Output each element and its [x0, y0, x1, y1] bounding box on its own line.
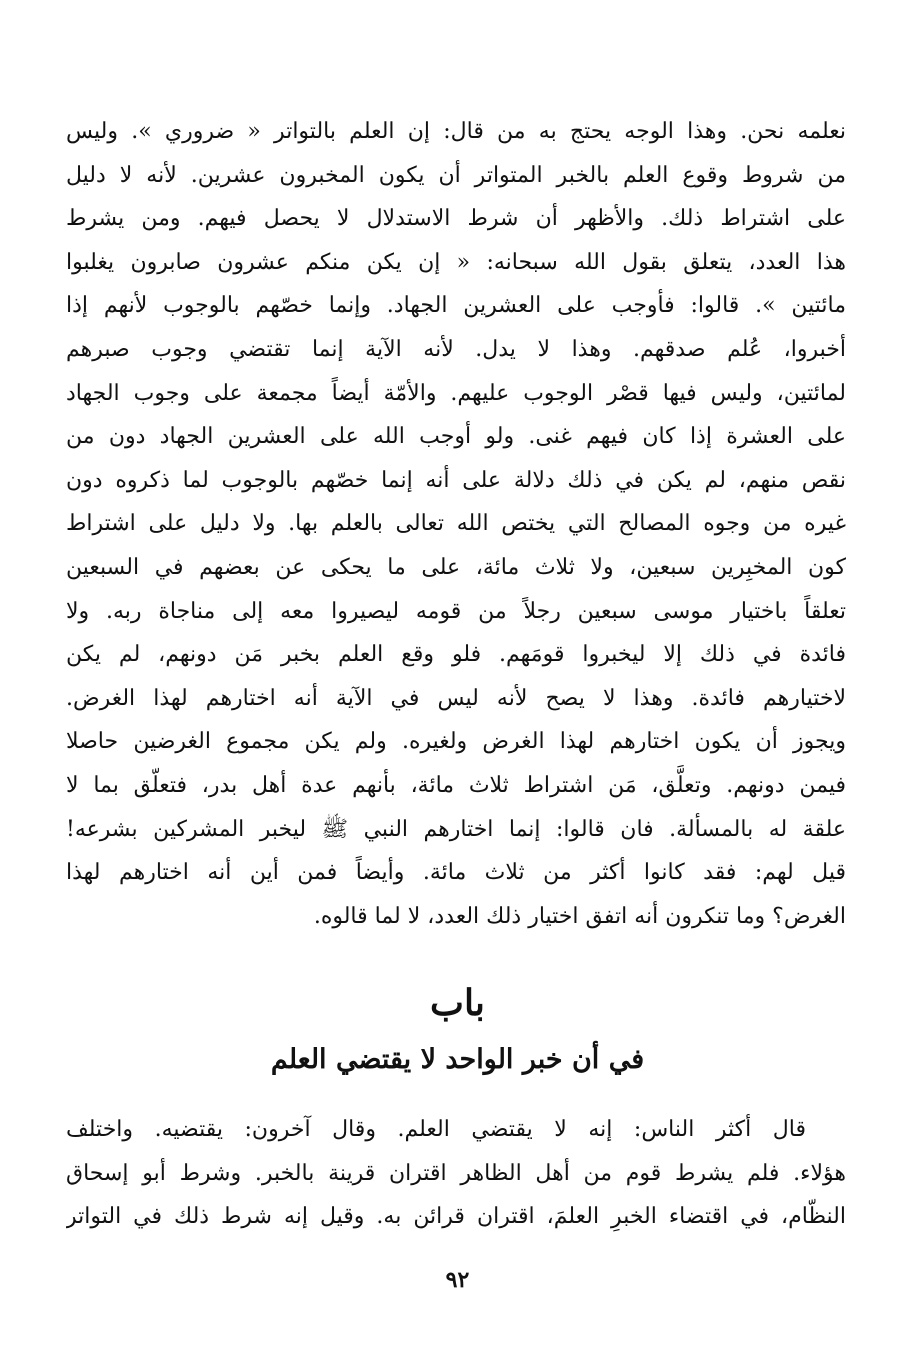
text-line: قال أكثر الناس: إنه لا يقتضي العلم. وقال آخرون: يقتضيه. واختلف: [66, 1117, 806, 1142]
text-line: فائدة في ذلك إلا ليخبروا قومَهم. فلو وقع العلم بخبر مَن دونهم، لم يكن: [66, 642, 846, 668]
text-line: ويجوز أن يكون اختارهم لهذا الغرض ولغيره. ولم يكن مجموع الغرضين حاصلا: [66, 729, 846, 755]
chapter-heading: باب: [430, 982, 485, 1024]
text-line: هؤلاء. فلم يشرط قوم من أهل الظاهر اقتران قرينة بالخبر. وشرط أبو إسحاق: [66, 1160, 846, 1186]
chapter-text: [66, 1108, 846, 1239]
text-line: تعلقاً باختيار موسى سبعين رجلاً من قومه ليصيروا معه إلى مناجاة ربه. ولا: [66, 598, 846, 624]
page-number: ٩٢: [445, 1267, 470, 1293]
text-line: من شروط وقوع العلم بالخبر المتواتر أن يكون المخبرون عشرين. لأنه لا دليل: [66, 162, 846, 188]
chapter-subheading: في أن خبر الواحد لا يقتضي العلم: [270, 1044, 645, 1075]
text-line: نقص منهم، لم يكن في ذلك دلالة على أنه إنما خصّهم بالوجوب لما ذكروه دون: [66, 467, 846, 493]
text-line: لاختيارهم فائدة. وهذا لا يصح لأنه ليس في الآية أنه اختارهم لهذا الغرض.: [66, 685, 846, 711]
text-line: لمائتين، وليس فيها قصْر الوجوب عليهم. والأمّة أيضاً مجمعة على وجوب الجهاد: [66, 380, 846, 406]
text-line: قيل لهم: فقد كانوا أكثر من ثلاث مائة. وأيضاً فمن أين أنه اختارهم لهذا: [66, 860, 846, 886]
text-line-last: الغرض؟ وما تنكرون أنه اتفق اختيار ذلك العدد، لا لما قالوه.: [313, 903, 846, 929]
body-text: [66, 110, 846, 938]
text-line: غيره من وجوه المصالح التي يختص الله تعالى بالعلم بها. ولا دليل على اشتراط: [66, 511, 846, 537]
text-line: النظّام، في اقتضاء الخبرِ العلمَ، اقتران قرائن به. وقيل إنه شرط ذلك في التواتر: [66, 1204, 846, 1230]
text-line: هذا العدد، يتعلق بقول الله سبحانه: « إن يكن منكم عشرون صابرون يغلبوا: [66, 249, 846, 275]
text-line: نعلمه نحن. وهذا الوجه يحتج به من قال: إن العلم بالتواتر « ضروري ». وليس: [66, 119, 846, 144]
text-line: علقة له بالمسألة. فان قالوا: إنما اختارهم النبي ﷺ ليخبر المشركين بشرعه!: [66, 816, 846, 842]
text-line: مائتين ». قالوا: فأوجب على العشرين الجهاد. وإنما خصّهم بالوجوب لأنهم إذا: [66, 293, 846, 319]
text-line: أخبروا، عُلم صدقهم. وهذا لا يدل. لأنه الآية إنما تقتضي وجوب صبرهم: [66, 336, 846, 362]
text-line: على اشتراط ذلك. والأظهر أن شرط الاستدلال لا يحصل فيهم. ومن يشرط: [66, 206, 846, 232]
text-line: على العشرة إذا كان فيهم غنى. ولو أوجب الله على العشرين الجهاد دون من: [66, 424, 846, 450]
text-line: كون المخبِرين سبعين، ولا ثلاث مائة، على ما يحكى عن بعضهم في السبعين: [66, 554, 846, 580]
text-line: فيمن دونهم. وتعلَّق، مَن اشتراط ثلاث مائة، بأنهم عدة أهل بدر، فتعلّق بما لا: [66, 772, 846, 798]
